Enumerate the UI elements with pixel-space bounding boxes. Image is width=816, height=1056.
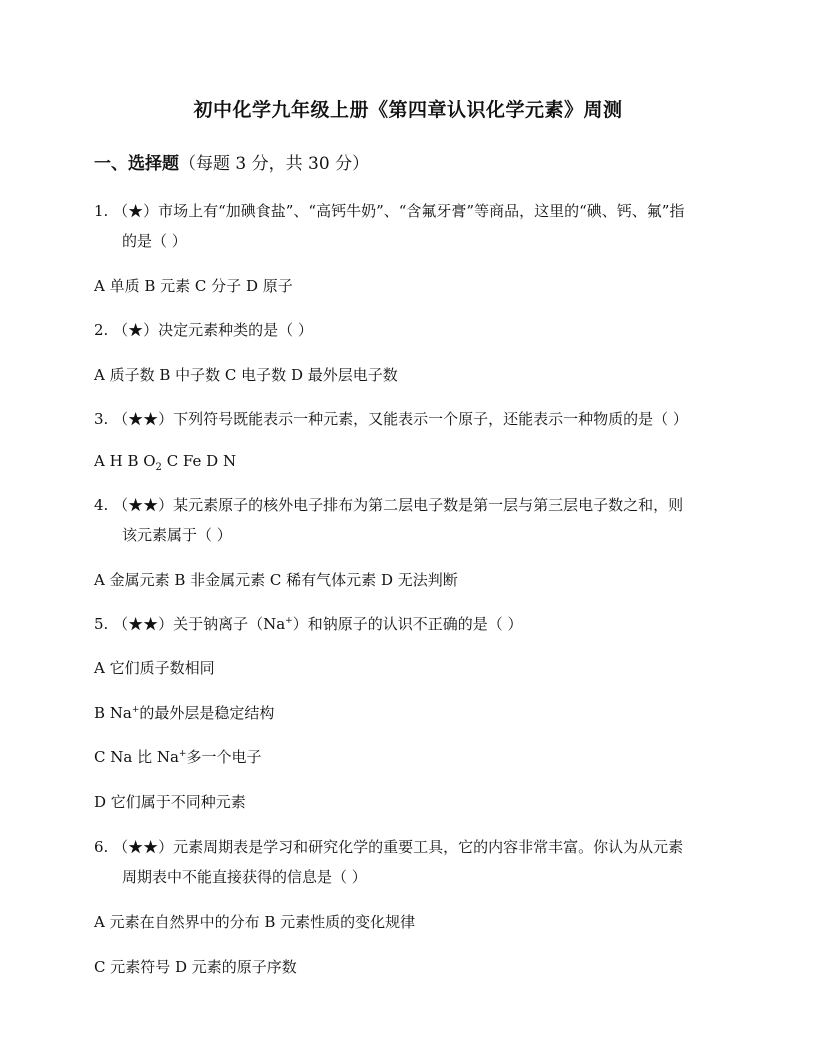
question-2-options: A 质子数 B 中子数 C 电子数 D 最外层电子数 <box>94 366 398 384</box>
section-heading <box>94 149 369 174</box>
question-3-options-subscript: 2 <box>155 462 162 473</box>
question-5-option-c <box>94 746 261 767</box>
question-5-option-b-post: 的最外层是稳定结构 <box>139 704 275 722</box>
question-5-stem-pre: 5. （★★）关于钠离子（Na <box>94 615 286 633</box>
section-heading-lead: 一、选择题 <box>94 154 179 174</box>
question-5-option-b-pre: B Na <box>94 704 132 722</box>
question-5-option-b <box>94 702 274 723</box>
question-5-option-c-superscript: + <box>178 749 187 759</box>
question-2-stem: 2. （★）决定元素种类的是（ ） <box>94 321 313 339</box>
question-1-stem-cont: 的是（ ） <box>122 232 187 250</box>
question-5-option-a: A 它们质子数相同 <box>94 659 215 677</box>
page-title: 初中化学九年级上册《第四章认识化学元素》周测 <box>193 99 623 121</box>
question-5-stem-superscript: + <box>285 616 293 626</box>
question-4-stem: 4. （★★）某元素原子的核外电子排布为第二层电子数是第一层与第三层电子数之和，则 <box>94 496 684 514</box>
question-5-option-c-post: 多一个电子 <box>186 748 262 766</box>
question-5-stem <box>94 613 522 634</box>
section-heading-note: （每题 3 分，共 30 分） <box>179 154 370 174</box>
question-1-stem: 1. （★）市场上有“加碘食盐”、“高钙牛奶”、“含氟牙膏”等商品，这里的“碘、钙、氟”指 <box>94 202 685 220</box>
question-5-stem-post: ）和钠原子的认识不正确的是（ ） <box>292 615 523 633</box>
question-5-option-d: D 它们属于不同种元素 <box>94 793 246 811</box>
question-6-stem-cont: 周期表中不能直接获得的信息是（ ） <box>122 868 367 886</box>
question-3-options-pre: A H B O <box>94 452 156 470</box>
question-6-options-line2: C 元素符号 D 元素的原子序数 <box>94 958 297 976</box>
question-6-options-line1: A 元素在自然界中的分布 B 元素性质的变化规律 <box>94 913 416 931</box>
question-5-option-b-superscript: + <box>131 705 140 715</box>
question-3-options <box>94 452 237 473</box>
question-3-stem: 3. （★★）下列符号既能表示一种元素，又能表示一个原子，还能表示一种物质的是（ ） <box>94 410 688 428</box>
question-6-stem: 6. （★★）元素周期表是学习和研究化学的重要工具，它的内容非常丰富。你认为从元素 <box>94 838 684 856</box>
question-3-options-post: C Fe D N <box>161 452 237 470</box>
question-5-option-c-pre: C Na 比 Na <box>94 748 179 766</box>
question-1-options: A 单质 B 元素 C 分子 D 原子 <box>94 277 293 295</box>
question-4-options: A 金属元素 B 非金属元素 C 稀有气体元素 D 无法判断 <box>94 571 458 589</box>
question-4-stem-cont: 该元素属于（ ） <box>122 526 232 544</box>
